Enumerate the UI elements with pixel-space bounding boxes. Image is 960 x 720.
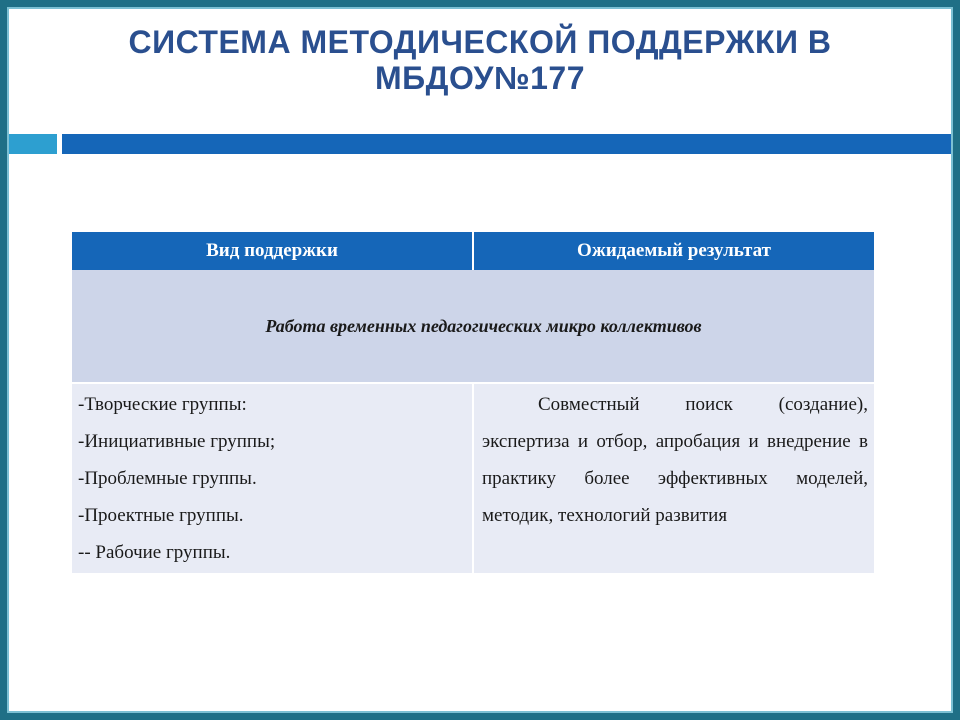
- header-support-type: Вид поддержки: [72, 232, 473, 271]
- list-item: -Инициативные группы;: [78, 431, 276, 452]
- list-item: -Проектные группы.: [78, 505, 244, 526]
- support-table: [72, 231, 874, 573]
- table-row: [72, 383, 874, 573]
- subheader-cell: Работа временных педагогических микро коллективов: [72, 270, 874, 383]
- accent-bar-right: [62, 134, 951, 154]
- list-item: -Проблемные группы.: [78, 468, 257, 489]
- accent-bar-left: [7, 134, 57, 154]
- slide-title: [60, 24, 900, 96]
- support-types-cell: [72, 383, 473, 573]
- list-item: -Творческие группы:: [78, 394, 247, 415]
- expected-result-cell: Совместный поиск (создание), экспертиза и отбор, апробация и внедрение в практику более эффективных моделей, методик, технологий развития: [473, 383, 874, 573]
- table-header-row: [72, 232, 874, 271]
- list-item: -- Рабочие группы.: [78, 542, 231, 563]
- title-line-2: МБДОУ№177: [374, 60, 585, 96]
- title-line-1: СИСТЕМА МЕТОДИЧЕСКОЙ ПОДДЕРЖКИ В: [128, 24, 832, 60]
- table-subheader-row: [72, 270, 874, 383]
- header-expected-result: Ожидаемый результат: [473, 232, 874, 271]
